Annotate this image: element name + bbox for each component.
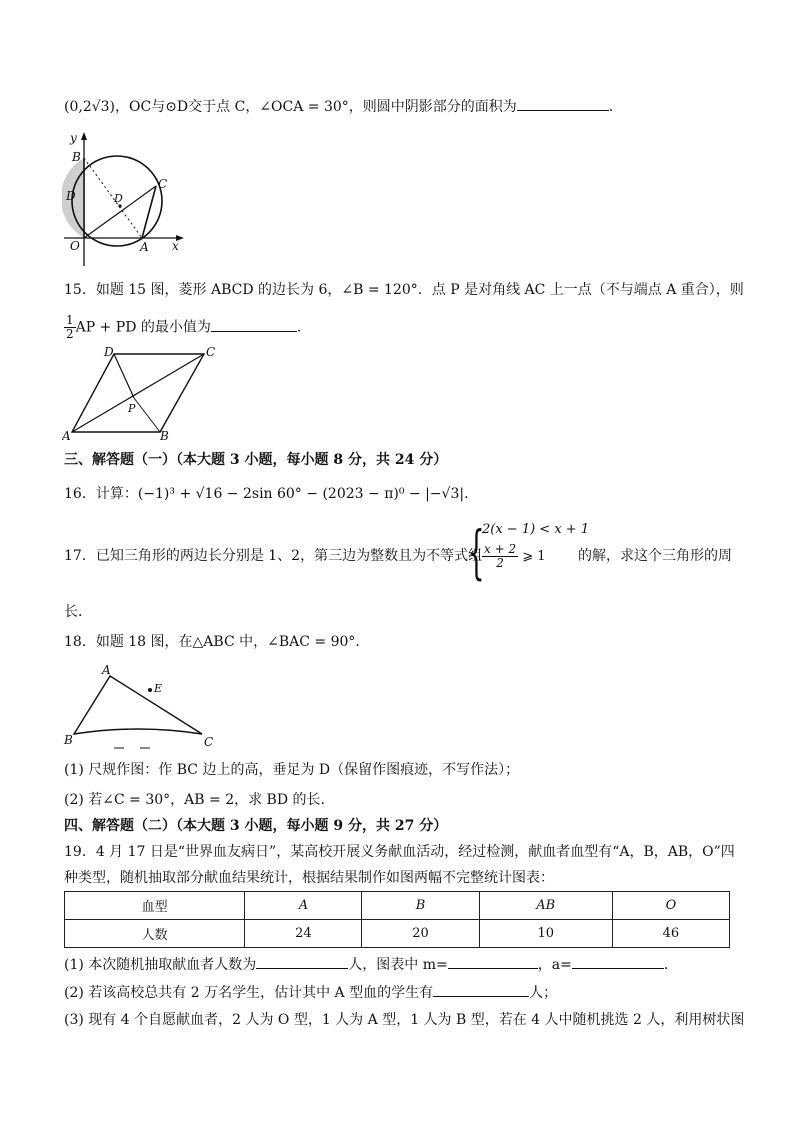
q19-sub1: (1) 本次随机抽取献血者人数为 人，图表中 m= ，a= ． bbox=[64, 954, 678, 975]
label-b: B bbox=[64, 733, 73, 747]
q19-a-blank[interactable] bbox=[572, 954, 664, 969]
table-cell: 46 bbox=[612, 920, 729, 948]
triangle-abc bbox=[74, 676, 202, 734]
label-o: O bbox=[70, 239, 80, 253]
q17-text2: 的解，求这个三角形的周 bbox=[578, 548, 732, 564]
q17-ineq2: $\frac{x + 2}{2}$ ⩾ 1 bbox=[484, 542, 546, 570]
q14-line: (0,2√3)，OC与⊙D交于点 C，∠OCA = 30°，则圆中阴影部分的面积为 bbox=[64, 99, 517, 115]
q17-ineq2-fraction: $\frac{x + 2}{2}$ bbox=[484, 542, 517, 570]
q17-brace-icon: { bbox=[468, 518, 485, 586]
segment-dp bbox=[114, 354, 134, 398]
table-cell: 24 bbox=[245, 920, 362, 948]
blood-type-table bbox=[64, 891, 730, 948]
table-cell: 20 bbox=[362, 920, 479, 948]
q18-figure bbox=[62, 662, 222, 752]
q15-figure bbox=[62, 344, 222, 444]
q17-inequality-system bbox=[474, 522, 589, 570]
q19-m-blank[interactable] bbox=[448, 954, 538, 969]
q14-answer-blank[interactable] bbox=[517, 96, 609, 111]
table-cell: 血型 bbox=[65, 892, 245, 920]
q19-sub3: (3) 现有 4 个自愿献血者，2 人为 O 型，1 人为 A 型，1 人为 B 型，若在 4 人中随机挑选 2 人，利用树状图 bbox=[64, 1012, 745, 1028]
label-c: C bbox=[158, 177, 168, 191]
section4-title: 四、解答题（二）（本大题 3 小题，每小题 9 分，共 27 分） bbox=[64, 818, 448, 834]
segment-ba bbox=[84, 158, 142, 238]
point-e bbox=[148, 688, 152, 692]
table-cell: B bbox=[362, 892, 479, 920]
q18-sub1: (1) 尺规作图：作 BC 边上的高，垂足为 D（保留作图痕迹，不写作法）； bbox=[64, 762, 520, 778]
table-cell: O bbox=[612, 892, 729, 920]
label-c: C bbox=[206, 345, 216, 359]
q17-text: 17．已知三角形的两边长分别是 1、2，第三边为整数且为不等式组 bbox=[64, 548, 483, 564]
label-d: D bbox=[114, 192, 123, 205]
label-d: D bbox=[104, 345, 114, 359]
q17-ineq1: 2(x − 1) < x + 1 bbox=[482, 522, 590, 537]
table-cell: AB bbox=[479, 892, 612, 920]
label-b: B bbox=[160, 429, 169, 443]
table-cell: 10 bbox=[479, 920, 612, 948]
label-c: C bbox=[204, 735, 214, 749]
table-cell: 人数 bbox=[65, 920, 245, 948]
section3-title: 三、解答题（一）（本大题 3 小题，每小题 8 分，共 24 分） bbox=[64, 452, 448, 468]
q14-end: ． bbox=[608, 99, 623, 115]
label-y: y bbox=[70, 131, 77, 145]
label-p: P bbox=[128, 402, 136, 415]
segment-ca bbox=[142, 186, 156, 238]
q14-figure bbox=[62, 128, 192, 268]
label-d2: D bbox=[66, 189, 76, 203]
q16-text: 16．计算：(−1)³ + √16 − 2sin 60° − (2023 − π)⁰ − |−√3|． bbox=[64, 486, 479, 502]
q15-line1: 15．如题 15 图，菱形 ABCD 的边长为 6，∠B = 120°．点 P 是对角线 AC 上一点（不与端点 A 重合），则 bbox=[64, 282, 744, 298]
table-row bbox=[65, 920, 730, 948]
q17-text3: 长． bbox=[64, 604, 92, 620]
q19-line1: 19．4 月 17 日是“世界血友病日”，某高校开展义务献血活动，经过检测，献血者血型有“A，B，AB，O”四 bbox=[64, 844, 735, 860]
q15-answer-blank[interactable] bbox=[211, 317, 297, 332]
q15-line2 bbox=[64, 314, 311, 341]
q15-end: ． bbox=[296, 319, 311, 336]
segment-pb bbox=[134, 398, 160, 432]
q14-text bbox=[64, 96, 623, 117]
q19-count-blank[interactable] bbox=[256, 954, 348, 969]
q19-sub2: (2) 若该高校总共有 2 万名学生，估计其中 A 型血的学生有 人； bbox=[64, 982, 557, 1003]
table-header-row bbox=[65, 892, 730, 920]
label-a: A bbox=[140, 240, 149, 254]
q19-atype-blank[interactable] bbox=[433, 982, 529, 997]
label-a: A bbox=[62, 429, 71, 443]
q15-fraction: $\frac{1}{2}$ bbox=[66, 313, 74, 341]
q15-line2-text: AP + PD 的最小值为 bbox=[75, 319, 211, 336]
table-cell: A bbox=[245, 892, 362, 920]
q18-text: 18．如题 18 图，在△ABC 中，∠BAC = 90°． bbox=[64, 634, 370, 650]
q18-sub2: (2) 若∠C = 30°，AB = 2，求 BD 的长． bbox=[64, 792, 335, 808]
label-x: x bbox=[172, 239, 179, 253]
y-axis-arrow-icon bbox=[81, 132, 87, 140]
label-e: E bbox=[154, 682, 163, 695]
label-b: B bbox=[72, 150, 81, 164]
diagonal-ac bbox=[72, 354, 204, 432]
q19-line2: 种类型，随机抽取部分献血结果统计，根据结果制作如图两幅不完整统计图表： bbox=[64, 870, 554, 886]
label-a: A bbox=[102, 663, 111, 677]
